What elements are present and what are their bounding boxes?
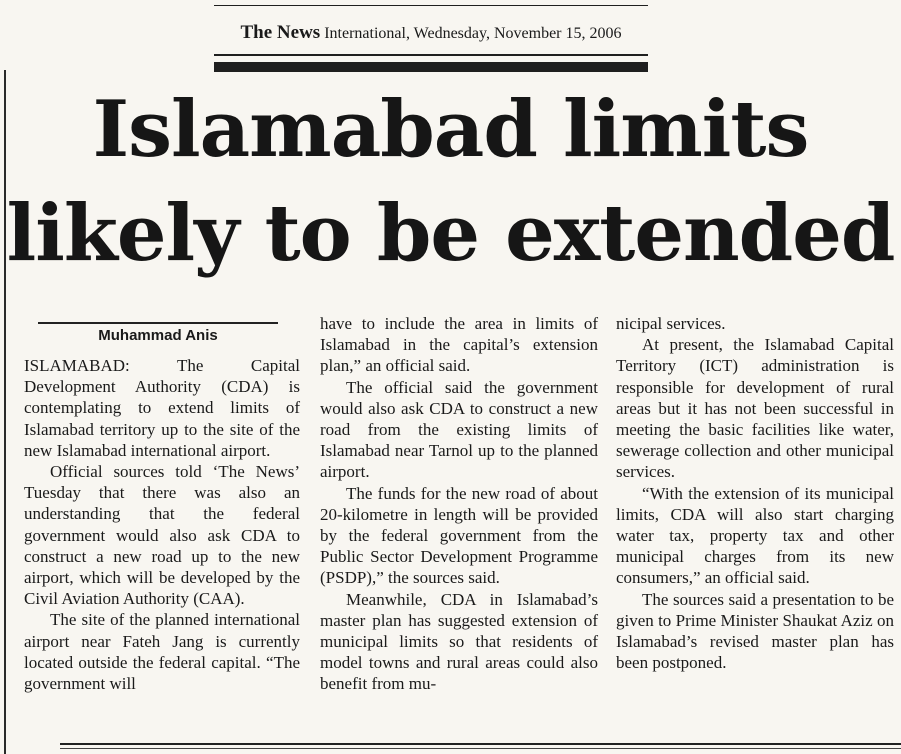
byline-rule [38,322,278,324]
paragraph: At present, the Islamabad Capital Territory (ICT) administration is responsible for development of rural areas but it has not been successful in meeting the basic facilities like water, sewerage collection and other municipal services. [616,335,894,482]
masthead-top-rule [214,5,648,6]
paragraph: The site of the planned international airport near Fateh Jang is currently located outside the federal capital. “The government will [24,610,300,694]
paragraph: nicipal services. [616,314,726,333]
paragraph: have to include the area in limits of Islamabad in the capital’s extension plan,” an official said. [320,314,598,376]
edition-date: International, Wednesday, November 15, 2006 [324,25,622,42]
paper-name: The News [240,22,321,43]
paragraph: “With the extension of its municipal limits, CDA will also start charging water tax, property tax and other municipal charges from its new consumers,” an official said. [616,483,894,588]
paragraph: The sources said a presentation to be given to Prime Minister Shaukat Aziz on Islamabad’s revised master plan has been postponed. [616,589,894,673]
paragraph: Meanwhile, CDA in Islamabad’s master plan has suggested extension of municipal limits so that residents of model towns and rural areas could also benefit from mu- [320,589,598,694]
paragraph: The funds for the new road of about 20-kilometre in length will be provided by the federal government from the Public Sector Development Programme (PSDP),” the sources said. [320,483,598,588]
byline: Muhammad Anis [98,327,218,344]
article-column-3 [616,313,894,673]
article-column-1 [24,355,300,694]
masthead [214,22,648,44]
headline-line-1: Islamabad limits [92,84,809,175]
paragraph: ISLAMABAD: The Capital Development Authority (CDA) is contemplating to extend limits of Islamabad territory up to the site of the new Islamabad international airport. [24,356,300,460]
masthead-rule-thin [214,54,648,56]
headline [0,78,901,286]
paragraph: Official sources told ‘The News’ Tuesday that there was also an understanding that the federal government would also ask CDA to construct a new road up to the new airport, which will be developed by the Civil Aviation Authority (CAA). [24,462,300,609]
bottom-rule [60,743,901,745]
masthead-rule-thick [214,62,648,72]
article-column-2 [320,313,598,695]
headline-line-2: likely to be extended [6,188,895,279]
bottom-rule-thin [60,748,901,749]
paragraph: The official said the government would also ask CDA to construct a new road from the existing limits of Islamabad near Tarnol up to the planned airport. [320,377,598,482]
